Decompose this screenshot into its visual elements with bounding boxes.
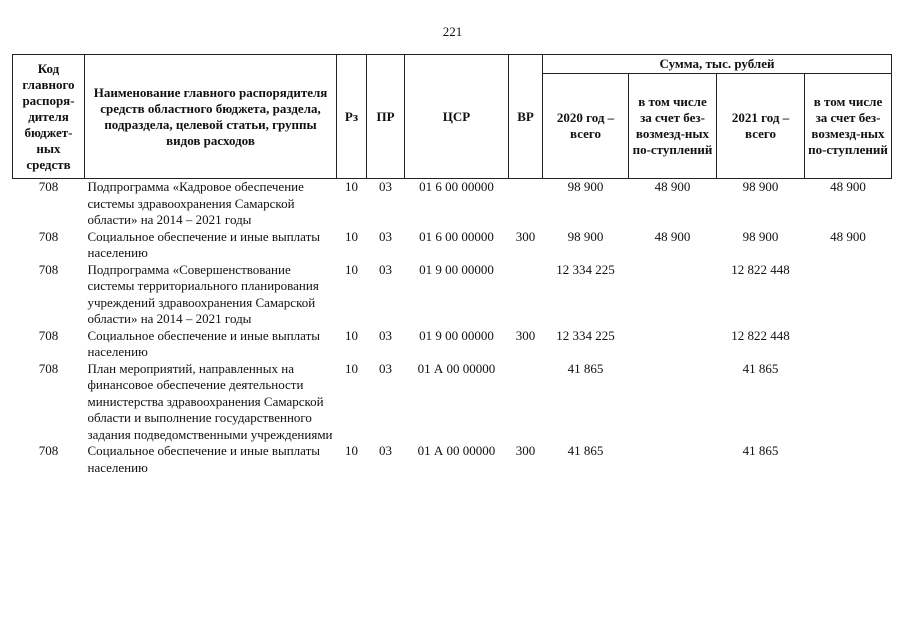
cell-2021-total: 12 822 448 [731, 327, 790, 343]
table-row [13, 262, 892, 328]
cell-pr: 03 [379, 179, 392, 194]
cell-csr: 01 А 00 00000 [417, 360, 496, 376]
cell-2020-total: 41 865 [567, 360, 604, 376]
cell-2020-free: 48 900 [654, 179, 691, 194]
cell-code: 708 [38, 360, 59, 376]
header-code: Код главного распоря-дителя бюджет-ных средств [13, 55, 85, 179]
cell-name: Социальное обеспечение и иные выплаты населению [87, 443, 321, 475]
table-header [13, 55, 892, 179]
cell-name: Подпрограмма «Кадровое обеспечение системы здравоохранения Самарской области» на 2014 – 2021 годы [87, 179, 304, 227]
header-sum-group: Сумма, тыс. рублей [543, 55, 892, 74]
cell-2021-free: 48 900 [830, 228, 866, 244]
cell-rz: 10 [345, 327, 358, 343]
cell-name: Подпрограмма «Совершенствование системы территориального планирования учреждений здравоохранения Самарской области» на 2014 – 2021 годы [87, 261, 319, 326]
header-2021-total: 2021 год – всего [717, 74, 805, 179]
cell-pr: 03 [379, 443, 392, 458]
cell-rz: 10 [345, 443, 358, 458]
table-row [13, 361, 892, 444]
cell-code: 708 [38, 179, 59, 194]
table-row [13, 229, 892, 262]
page-number: 221 [442, 24, 463, 39]
cell-2021-free [805, 262, 892, 328]
header-2020-total: 2020 год – всего [543, 74, 629, 179]
header-rz: Рз [337, 55, 367, 179]
header-pr: ПР [367, 55, 405, 179]
cell-name: Социальное обеспечение и иные выплаты населению [87, 228, 321, 260]
cell-code: 708 [38, 261, 59, 277]
cell-name: Социальное обеспечение и иные выплаты населению [87, 327, 321, 359]
cell-2021-total: 98 900 [742, 179, 779, 194]
cell-2020-total: 98 900 [567, 179, 604, 194]
cell-2020-free: 48 900 [654, 228, 691, 244]
header-vr: ВР [509, 55, 543, 179]
cell-csr: 01 6 00 00000 [419, 179, 494, 194]
cell-csr: 01 6 00 00000 [419, 228, 494, 244]
cell-vr: 300 [515, 228, 536, 244]
cell-pr: 03 [379, 228, 392, 244]
cell-rz: 10 [345, 360, 358, 376]
cell-2020-total: 41 865 [567, 443, 604, 458]
cell-2021-free [805, 443, 892, 476]
cell-csr: 01 А 00 00000 [417, 443, 496, 458]
table-body [13, 179, 892, 477]
cell-vr: 300 [515, 443, 536, 458]
cell-code: 708 [38, 443, 59, 458]
cell-2021-total: 41 865 [742, 443, 779, 458]
cell-2020-free [629, 262, 717, 328]
cell-2020-free [629, 361, 717, 444]
cell-vr: 300 [515, 327, 536, 343]
cell-2020-free [629, 328, 717, 361]
cell-2020-free [629, 443, 717, 476]
header-csr: ЦСР [405, 55, 509, 179]
cell-vr [509, 179, 543, 229]
cell-2020-total: 12 334 225 [556, 261, 615, 277]
header-2021-free: в том числе за счет без-возмезд-ных по-ступлений [805, 74, 892, 179]
cell-rz: 10 [345, 228, 358, 244]
cell-pr: 03 [379, 261, 392, 277]
table-row [13, 443, 892, 476]
cell-2021-free [805, 361, 892, 444]
cell-pr: 03 [379, 360, 392, 376]
cell-2020-total: 98 900 [567, 228, 604, 244]
cell-rz: 10 [345, 261, 358, 277]
header-name: Наименование главного распорядителя средств областного бюджета, раздела, подраздела, целевой статьи, группы видов расходов [85, 55, 337, 179]
table-row [13, 179, 892, 229]
cell-rz: 10 [345, 179, 358, 194]
cell-vr [509, 361, 543, 444]
cell-2021-free [805, 328, 892, 361]
cell-vr [509, 262, 543, 328]
cell-2020-total: 12 334 225 [556, 327, 615, 343]
cell-2021-free: 48 900 [830, 179, 866, 194]
cell-code: 708 [38, 327, 59, 343]
cell-pr: 03 [379, 327, 392, 343]
cell-csr: 01 9 00 00000 [419, 327, 494, 343]
table-row [13, 328, 892, 361]
cell-2021-total: 41 865 [742, 360, 779, 376]
cell-2021-total: 12 822 448 [731, 261, 790, 277]
cell-csr: 01 9 00 00000 [419, 261, 494, 277]
budget-table [12, 54, 892, 476]
cell-name: План мероприятий, направленных на финансовое обеспечение деятельности министерства здравоохранения Самарской области и выполнение государственного задания подведомственными учреждениями [87, 360, 333, 442]
cell-2021-total: 98 900 [742, 228, 779, 244]
cell-code: 708 [38, 228, 59, 244]
header-2020-free: в том числе за счет без-возмезд-ных по-ступлений [629, 74, 717, 179]
